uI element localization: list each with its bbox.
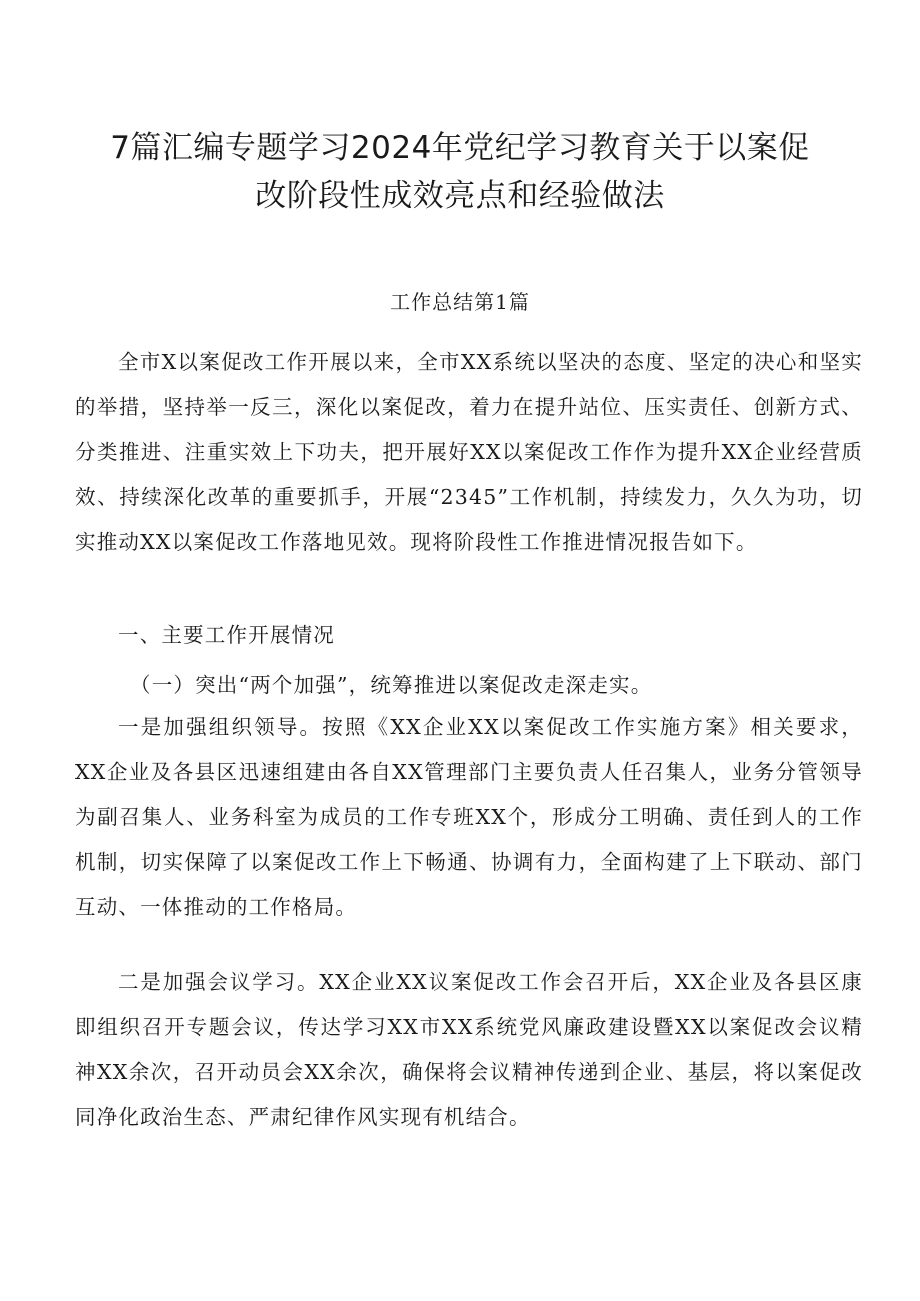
- paragraph-organization-leadership: 一是加强组织领导。按照《XX企业XX以案促改工作实施方案》相关要求，XX企业及各县区迅速组建由各自XX管理部门主要负责人任召集人，业务分管领导为副召集人、业务科室为成员的工作专班XX个，形成分工明确、责任到人的工作机制，切实保障了以案促改工作上下畅通、协调有力，全面构建了上下联动、部门互动、一体推动的工作格局。: [75, 715, 863, 919]
- intro-paragraph: 全市X以案促改工作开展以来，全市XX系统以坚决的态度、坚定的决心和坚实的举措，坚持举一反三，深化以案促改，着力在提升站位、压实责任、创新方式、分类推进、注重实效上下功夫，把开展好XX以案促改工作作为提升XX企业经营质效、持续深化改革的重要抓手，开展“2345”工作机制，持续发力，久久为功，切实推动XX以案促改工作落地见效。现将阶段性工作推进情况报告如下。: [75, 350, 863, 554]
- heading-two-strengthen: （一）突出“两个加强”，统筹推进以案促改走深走实。: [130, 673, 653, 697]
- document-title-line-2: 改阶段性成效亮点和经验做法: [255, 178, 665, 214]
- paragraph-meeting-study: 二是加强会议学习。XX企业XX议案促改工作会召开后，XX企业及各县区康即组织召开专题会议，传达学习XX市XX系统党风廉政建设暨XX以案促改会议精神XX余次，召开动员会XX余次，确保将会议精神传递到企业、基层，将以案促改同净化政治生态、严肃纪律作风实现有机结合。: [75, 970, 863, 1129]
- document-title-line-1: 7篇汇编专题学习2024年党纪学习教育关于以案促: [110, 130, 810, 166]
- heading-main-work: 一、主要工作开展情况: [118, 623, 335, 647]
- section-label: 工作总结第1篇: [390, 290, 530, 314]
